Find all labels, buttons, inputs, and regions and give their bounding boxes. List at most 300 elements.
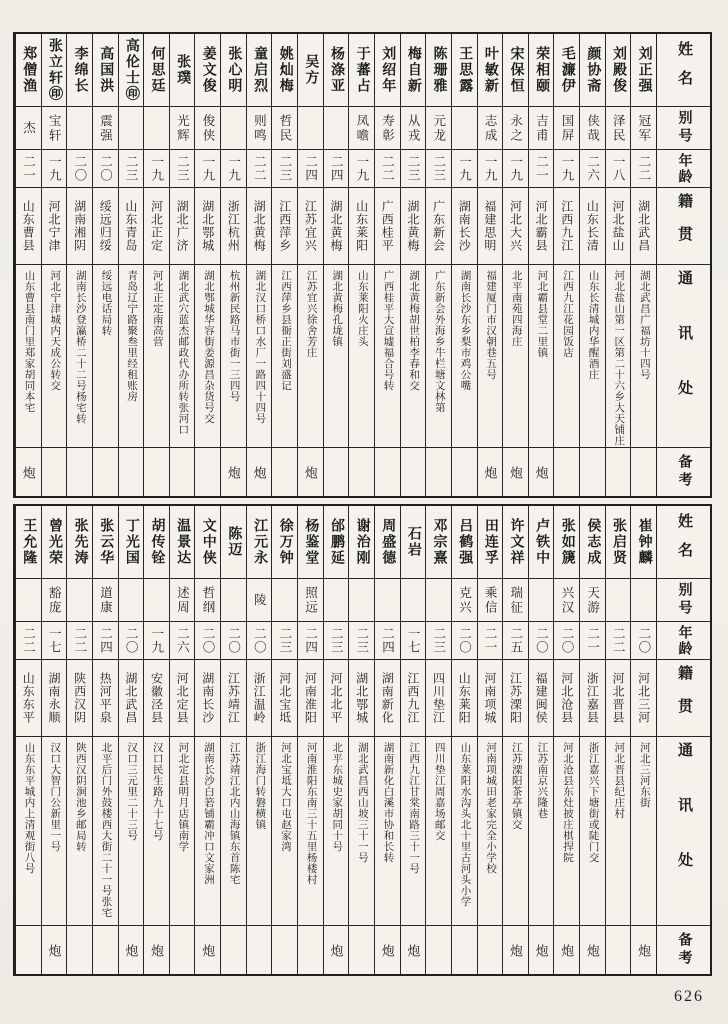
remark-cell <box>247 926 272 974</box>
alias-cell <box>452 107 477 150</box>
person-column <box>528 506 554 974</box>
remark-cell <box>426 926 451 974</box>
age-cell: 一七 <box>401 622 426 660</box>
name-cell: 杨鉴堂 <box>298 506 323 579</box>
alias-cell <box>119 579 144 622</box>
age-cell: 二〇 <box>119 622 144 660</box>
person-column <box>66 506 92 974</box>
alias-cell: 凤噡 <box>349 107 374 150</box>
remark-cell: 炮 <box>507 943 523 957</box>
header-age: 年龄 <box>657 150 710 188</box>
native-place-cell: 河北宁津 <box>42 188 67 265</box>
native-place-cell: 广东新会 <box>426 188 451 265</box>
name-cell: 吴方 <box>298 34 323 107</box>
person-column <box>41 34 67 496</box>
name-cell: 张启贤 <box>606 506 631 579</box>
age-cell: 二四 <box>298 622 323 660</box>
person-column <box>92 34 118 496</box>
table-header-column <box>656 506 710 974</box>
address-cell: 江苏宜兴徐舍芳庄 <box>298 265 323 448</box>
age-cell: 一九 <box>42 150 67 188</box>
alias-cell: 从戎 <box>401 107 426 150</box>
name-cell: 周盛德 <box>375 506 400 579</box>
address-cell: 湖北武穴蓝杰邮政代办所转张河口 <box>170 265 195 448</box>
person-column <box>220 34 246 496</box>
person-column <box>271 506 297 974</box>
person-column <box>477 34 503 496</box>
alias-cell: 吉甫 <box>529 107 554 150</box>
age-cell: 二〇 <box>452 622 477 660</box>
age-cell: 一八 <box>606 150 631 188</box>
remark-cell <box>606 926 631 974</box>
name-cell: 何思廷 <box>144 34 169 107</box>
native-place-cell: 热河平泉 <box>93 660 118 737</box>
person-column <box>425 506 451 974</box>
name-cell: 杨涤亚 <box>324 34 349 107</box>
age-cell: 二一 <box>529 150 554 188</box>
remark-cell: 炮 <box>46 943 62 957</box>
person-column <box>15 506 41 974</box>
alias-cell <box>67 107 92 150</box>
address-cell: 湖北黄梅胡世柏李春和交 <box>401 265 426 448</box>
table-header-column <box>656 34 710 496</box>
native-place-cell: 河南淮阳 <box>298 660 323 737</box>
native-place-cell: 山东长清 <box>580 188 605 265</box>
person-column <box>348 34 374 496</box>
address-cell: 汉口民生路九十七号 <box>144 737 169 926</box>
native-place-cell: 江西九江 <box>554 188 579 265</box>
person-column <box>451 506 477 974</box>
native-place-cell: 河南项城 <box>478 660 503 737</box>
person-column <box>246 506 272 974</box>
remark-cell <box>631 448 656 496</box>
person-column <box>92 506 118 974</box>
age-cell: 二〇 <box>221 622 246 660</box>
age-cell: 二三 <box>119 150 144 188</box>
name-cell: 高国洪 <box>93 34 118 107</box>
person-column <box>579 34 605 496</box>
native-place-cell: 山东莱阳 <box>452 660 477 737</box>
header-alias: 别号 <box>657 579 710 622</box>
address-cell: 湖南新化白溪市协和长转 <box>375 737 400 926</box>
person-column <box>246 34 272 496</box>
native-place-cell: 浙江嘉县 <box>580 660 605 737</box>
native-place-cell: 浙江杭州 <box>221 188 246 265</box>
native-place-cell: 湖南湘阴 <box>67 188 92 265</box>
remark-cell <box>554 448 579 496</box>
name-cell: 江元永 <box>247 506 272 579</box>
remark-cell: 炮 <box>302 465 318 479</box>
address-cell: 湖南长沙登瀛桥二十二号杨宅转 <box>67 265 92 448</box>
alias-cell: 豁庞 <box>42 579 67 622</box>
remark-cell: 炮 <box>584 943 600 957</box>
native-place-cell: 河北沧县 <box>554 660 579 737</box>
age-cell: 二二 <box>375 150 400 188</box>
native-place-cell: 湖北鄂城 <box>195 188 220 265</box>
alias-cell: 则鸣 <box>247 107 272 150</box>
age-cell: 一九 <box>452 150 477 188</box>
alias-cell <box>67 579 92 622</box>
native-place-cell: 河北霸县 <box>529 188 554 265</box>
person-column <box>374 34 400 496</box>
remark-cell: 炮 <box>251 465 267 479</box>
address-cell: 四川垫江周嘉场邮交 <box>426 737 451 926</box>
name-cell: 邓宗熹 <box>426 506 451 579</box>
address-cell: 杭州新民路马市街一三四号 <box>221 265 246 448</box>
person-column <box>66 34 92 496</box>
alias-cell: 冠军 <box>631 107 656 150</box>
address-cell: 青岛辽宁路聚叁里经租账房 <box>119 265 144 448</box>
alias-cell: 兴汉 <box>554 579 579 622</box>
age-cell: 二三 <box>349 622 374 660</box>
native-place-cell: 河北宝坻 <box>272 660 297 737</box>
alias-cell: 光辉 <box>170 107 195 150</box>
age-cell: 一九 <box>349 150 374 188</box>
remark-cell <box>452 448 477 496</box>
header-alias: 别号 <box>657 107 710 150</box>
address-cell: 湖南长沙白箬铺霸冲口文家洲 <box>195 737 220 926</box>
person-column <box>297 34 323 496</box>
native-place-cell: 福建思明 <box>478 188 503 265</box>
remark-cell <box>195 448 220 496</box>
address-cell: 江苏溧阳茶亭镇交 <box>503 737 528 926</box>
native-place-cell: 湖南新化 <box>375 660 400 737</box>
age-cell: 一九 <box>144 150 169 188</box>
native-place-cell: 江苏宜兴 <box>298 188 323 265</box>
alias-cell <box>401 579 426 622</box>
native-place-cell: 山东青岛 <box>119 188 144 265</box>
native-place-cell: 湖北武昌 <box>119 660 144 737</box>
person-column <box>271 34 297 496</box>
native-place-cell: 山东曹县 <box>16 188 41 265</box>
name-cell: 郑僧渔 <box>16 34 41 107</box>
person-column <box>502 506 528 974</box>
native-place-cell: 湖北武昌 <box>631 188 656 265</box>
remark-cell <box>349 448 374 496</box>
name-cell: 王允隆 <box>16 506 41 579</box>
native-place-cell: 河北定县 <box>170 660 195 737</box>
person-column <box>169 506 195 974</box>
address-cell: 湖南长沙东乡梨市鸡公嘴 <box>452 265 477 448</box>
person-column <box>297 506 323 974</box>
alias-cell <box>631 579 656 622</box>
remark-cell <box>170 448 195 496</box>
age-cell: 二五 <box>503 622 528 660</box>
address-cell: 江西九江花园饭店 <box>554 265 579 448</box>
age-cell: 二四 <box>93 622 118 660</box>
native-place-cell: 安徽泾县 <box>144 660 169 737</box>
remark-cell: 炮 <box>405 943 421 957</box>
remark-cell: 炮 <box>482 465 498 479</box>
person-column <box>348 506 374 974</box>
header-native-place: 籍贯 <box>657 660 710 737</box>
age-cell: 一九 <box>195 150 220 188</box>
age-cell: 一九 <box>554 150 579 188</box>
name-cell: 高伦士㊞ <box>119 34 144 107</box>
native-place-cell: 湖南永顺 <box>42 660 67 737</box>
alias-cell <box>221 107 246 150</box>
address-cell: 河北霸县堂二里镇 <box>529 265 554 448</box>
person-column <box>143 34 169 496</box>
header-native-place: 籍贯 <box>657 188 710 265</box>
address-cell: 北平东城史家胡同十号 <box>324 737 349 926</box>
native-place-cell: 湖北黄梅 <box>324 188 349 265</box>
alias-cell: 寿彰 <box>375 107 400 150</box>
remark-cell: 炮 <box>149 943 164 957</box>
address-cell: 河北三河东街 <box>631 737 656 926</box>
remark-cell: 炮 <box>533 943 549 957</box>
native-place-cell: 福建闽侯 <box>529 660 554 737</box>
native-place-cell: 陕西汉阴 <box>67 660 92 737</box>
name-cell: 许文祥 <box>503 506 528 579</box>
alias-cell: 宝轩 <box>42 107 67 150</box>
address-cell: 汉口三元里二十三号 <box>119 737 144 926</box>
remark-cell <box>606 448 631 496</box>
age-cell: 二三 <box>272 150 297 188</box>
address-cell: 江西九江甘棠南路三十一号 <box>401 737 426 926</box>
remark-cell <box>144 448 169 496</box>
alias-cell <box>119 107 144 150</box>
name-cell: 张先涛 <box>67 506 92 579</box>
alias-cell <box>375 579 400 622</box>
address-cell: 江西萍乡县衙正街刘盛记 <box>272 265 297 448</box>
age-cell: 二三 <box>170 150 195 188</box>
address-cell: 山东莱阳水沟头北十里古河头小学 <box>452 737 477 926</box>
header-address: 通讯处 <box>657 737 710 926</box>
remark-cell <box>401 448 426 496</box>
header-name: 姓名 <box>657 506 710 579</box>
remark-cell <box>375 448 400 496</box>
remark-cell: 炮 <box>225 465 241 479</box>
address-cell: 福建厦门市汉朝巷五号 <box>478 265 503 448</box>
native-place-cell: 绥远归绥 <box>93 188 118 265</box>
native-place-cell: 江西九江 <box>401 660 426 737</box>
person-column <box>605 34 631 496</box>
register-table-top <box>13 32 712 498</box>
address-cell: 山东莱阳火庄头 <box>349 265 374 448</box>
page-number: 626 <box>674 988 704 1005</box>
address-cell: 河北宁津城内天成公转交 <box>42 265 67 448</box>
age-cell: 二二 <box>67 622 92 660</box>
age-cell: 二六 <box>170 622 195 660</box>
name-cell: 石岩 <box>401 506 426 579</box>
address-cell: 河北盐山第一区第二十六乡大天铺庄 <box>606 265 631 448</box>
alias-cell <box>144 579 169 622</box>
name-cell: 梅自新 <box>401 34 426 107</box>
native-place-cell: 湖北广济 <box>170 188 195 265</box>
name-cell: 田连孚 <box>478 506 503 579</box>
alias-cell: 乘信 <box>478 579 503 622</box>
name-cell: 荣相颐 <box>529 34 554 107</box>
name-cell: 丁光国 <box>119 506 144 579</box>
native-place-cell: 江西萍乡 <box>272 188 297 265</box>
native-place-cell: 湖北鄂城 <box>349 660 374 737</box>
native-place-cell: 湖北黄梅 <box>401 188 426 265</box>
native-place-cell: 广西桂平 <box>375 188 400 265</box>
address-cell: 湖北汉口桥口水厂一路四十四号 <box>247 265 272 448</box>
remark-cell: 炮 <box>559 943 575 957</box>
remark-cell: 炮 <box>636 943 652 957</box>
person-column <box>194 34 220 496</box>
remark-cell: 炮 <box>379 943 395 957</box>
address-cell: 浙江嘉兴下塘街或陡门交 <box>580 737 605 926</box>
remark-cell: 炮 <box>123 943 139 957</box>
person-column <box>118 506 144 974</box>
age-cell: 二〇 <box>195 622 220 660</box>
age-cell: 二〇 <box>631 622 656 660</box>
person-column <box>118 34 144 496</box>
alias-cell: 志成 <box>478 107 503 150</box>
person-column <box>374 506 400 974</box>
alias-cell <box>606 579 631 622</box>
alias-cell <box>16 579 41 622</box>
person-column <box>528 34 554 496</box>
name-cell: 胡传铨 <box>144 506 169 579</box>
alias-cell: 照远 <box>298 579 323 622</box>
remark-cell <box>93 448 118 496</box>
remark-cell: 炮 <box>328 943 344 957</box>
remark-cell <box>119 448 144 496</box>
remark-cell: 炮 <box>507 465 523 479</box>
name-cell: 颜协斋 <box>580 34 605 107</box>
alias-cell <box>144 107 169 150</box>
name-cell: 宋保恒 <box>503 34 528 107</box>
alias-cell: 道康 <box>93 579 118 622</box>
name-cell: 叶敏新 <box>478 34 503 107</box>
age-cell: 二一 <box>580 622 605 660</box>
native-place-cell: 河北正定 <box>144 188 169 265</box>
name-cell: 陈迈 <box>221 506 246 579</box>
name-cell: 刘绍年 <box>375 34 400 107</box>
remark-cell <box>67 448 92 496</box>
alias-cell <box>426 579 451 622</box>
remark-cell <box>272 926 297 974</box>
address-cell: 浙江海门转磐横镇 <box>247 737 272 926</box>
name-cell: 张立轩㊞ <box>42 34 67 107</box>
name-cell: 于蕃占 <box>349 34 374 107</box>
alias-cell: 天游 <box>580 579 605 622</box>
person-column <box>143 506 169 974</box>
person-column <box>169 34 195 496</box>
register-table-bottom <box>13 504 712 976</box>
header-remarks: 备考 <box>676 932 692 968</box>
alias-cell <box>324 579 349 622</box>
alias-cell: 克兴 <box>452 579 477 622</box>
person-column <box>323 506 349 974</box>
age-cell: 一九 <box>221 150 246 188</box>
person-column <box>400 506 426 974</box>
person-column <box>502 34 528 496</box>
alias-cell <box>272 579 297 622</box>
address-cell: 山东东平城内上清观街八号 <box>16 737 41 926</box>
alias-cell: 哲民 <box>272 107 297 150</box>
address-cell: 河南项城田老家完全小学校 <box>478 737 503 926</box>
address-cell: 湖北武昌广福坊十四号 <box>631 265 656 448</box>
remark-cell <box>67 926 92 974</box>
age-cell: 二二 <box>247 150 272 188</box>
header-address: 通讯处 <box>657 265 710 448</box>
native-place-cell: 山东东平 <box>16 660 41 737</box>
address-cell: 河北正定南高营 <box>144 265 169 448</box>
name-cell: 曾光荣 <box>42 506 67 579</box>
address-cell: 河北定县明月店镇南学 <box>170 737 195 926</box>
address-cell: 汉口大智门公新里一号 <box>42 737 67 926</box>
age-cell: 二二 <box>631 150 656 188</box>
remark-cell: 炮 <box>533 465 549 479</box>
address-cell: 绥远电话局转 <box>93 265 118 448</box>
remark-cell <box>16 926 41 974</box>
alias-cell: 杰 <box>16 107 41 150</box>
person-column <box>553 506 579 974</box>
address-cell: 河北晋县纪庄村 <box>606 737 631 926</box>
alias-cell: 侠哉 <box>580 107 605 150</box>
name-cell: 侯志成 <box>580 506 605 579</box>
address-cell: 江苏靖江北内山海镇东首陈宅 <box>221 737 246 926</box>
name-cell: 王思露 <box>452 34 477 107</box>
age-cell: 二一 <box>478 622 503 660</box>
address-cell: 河北沧县东灶披庄棋捍院 <box>554 737 579 926</box>
address-cell: 广东新会外海乡牛栏塘文林第 <box>426 265 451 448</box>
alias-cell: 俊侠 <box>195 107 220 150</box>
person-column <box>220 506 246 974</box>
address-cell: 湖北鄂城华容街姜源昌杂货号交 <box>195 265 220 448</box>
remark-cell <box>478 926 503 974</box>
alias-cell: 哲纲 <box>195 579 220 622</box>
person-column <box>425 34 451 496</box>
person-column <box>194 506 220 974</box>
alias-cell <box>221 579 246 622</box>
header-name: 姓名 <box>657 34 710 107</box>
age-cell: 二三 <box>272 622 297 660</box>
age-cell: 二三 <box>426 622 451 660</box>
remark-cell <box>272 448 297 496</box>
native-place-cell: 江苏靖江 <box>221 660 246 737</box>
alias-cell <box>298 107 323 150</box>
remark-cell <box>452 926 477 974</box>
age-cell: 二〇 <box>247 622 272 660</box>
name-cell: 李绵长 <box>67 34 92 107</box>
address-cell: 湖北武昌西山坡三十一号 <box>349 737 374 926</box>
native-place-cell: 浙江温岭 <box>247 660 272 737</box>
native-place-cell: 河北北平 <box>324 660 349 737</box>
alias-cell <box>529 579 554 622</box>
age-cell: 二三 <box>426 150 451 188</box>
age-cell: 二三 <box>324 622 349 660</box>
age-cell: 二〇 <box>554 622 579 660</box>
age-cell: 一九 <box>478 150 503 188</box>
person-column <box>630 34 656 496</box>
remark-cell <box>93 926 118 974</box>
remark-cell <box>298 926 323 974</box>
remark-cell: 炮 <box>20 465 36 479</box>
name-cell: 陈珊雅 <box>426 34 451 107</box>
native-place-cell: 湖南长沙 <box>195 660 220 737</box>
address-cell: 陕西汉阴涧池乡邮局转 <box>67 737 92 926</box>
address-cell: 北平南苑四海庄 <box>503 265 528 448</box>
alias-cell: 国屏 <box>554 107 579 150</box>
name-cell: 刘正强 <box>631 34 656 107</box>
remark-cell <box>170 926 195 974</box>
alias-cell <box>349 579 374 622</box>
remark-cell <box>426 448 451 496</box>
name-cell: 邰鹏延 <box>324 506 349 579</box>
remark-cell <box>42 448 67 496</box>
age-cell: 二四 <box>324 150 349 188</box>
age-cell: 二〇 <box>93 150 118 188</box>
alias-cell: 述周 <box>170 579 195 622</box>
age-cell: 一九 <box>503 150 528 188</box>
person-column <box>451 34 477 496</box>
